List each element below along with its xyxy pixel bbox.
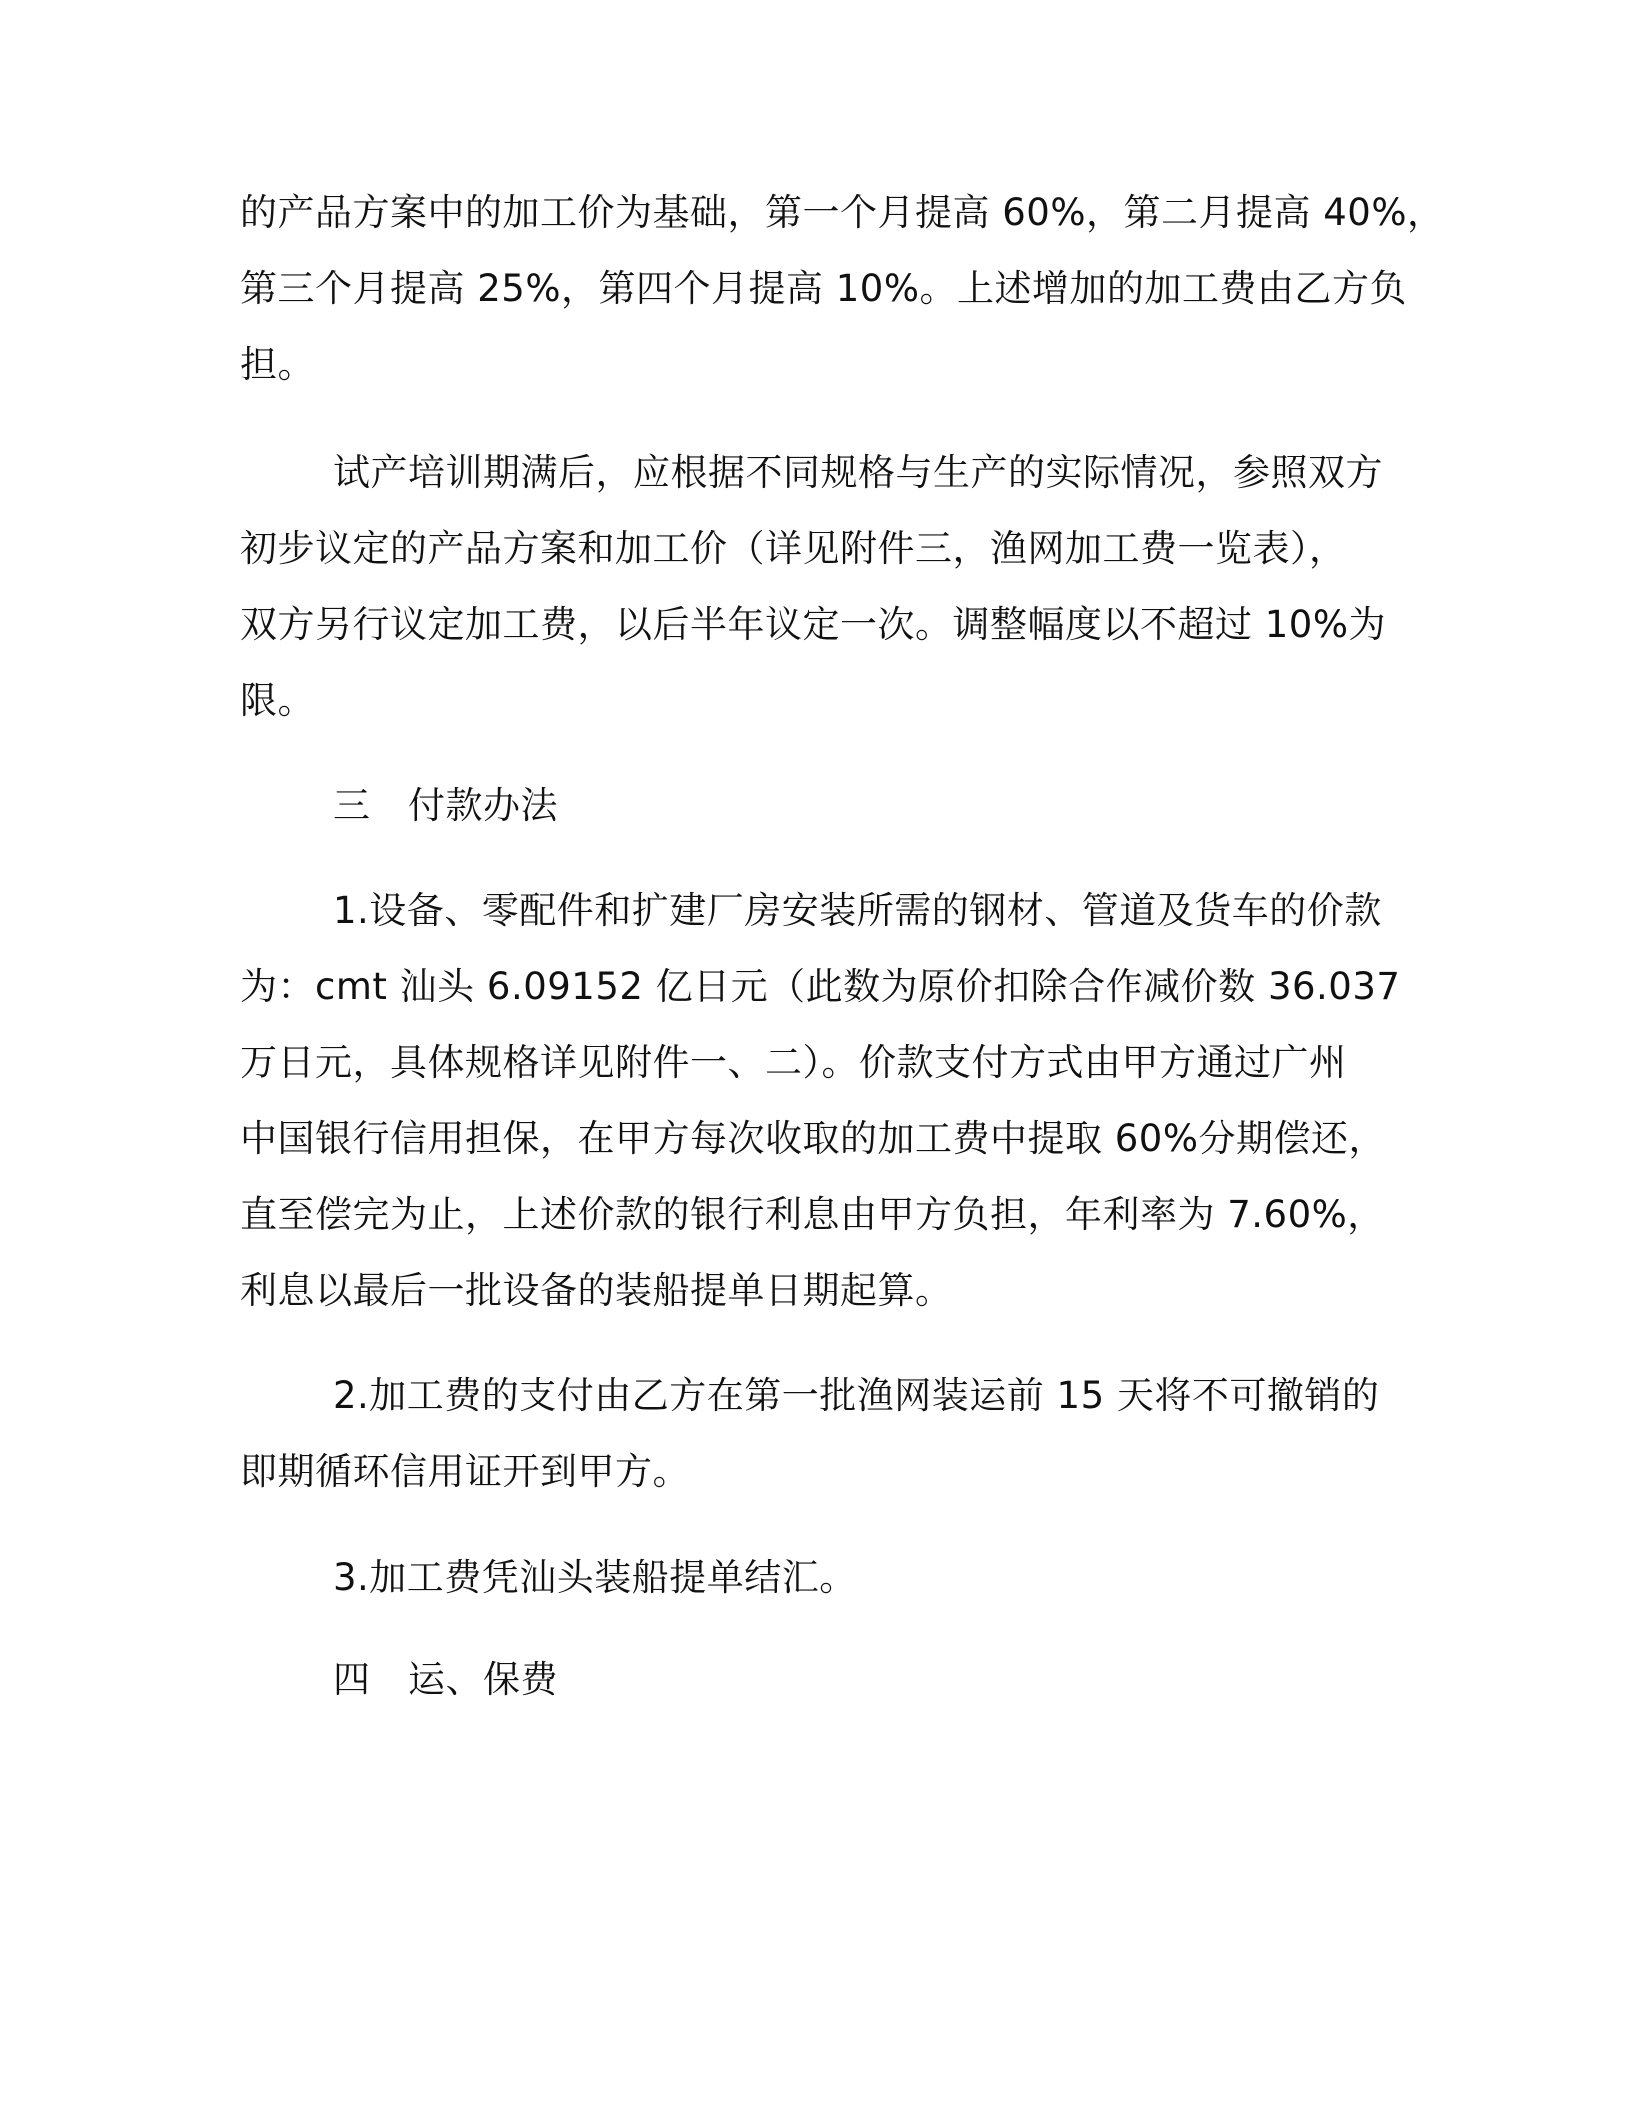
paragraph-2-line-3: 双方另行议定加工费，以后半年议定一次。调整幅度以不超过 10%为: [240, 603, 1386, 646]
paragraph-2-line-2: 初步议定的产品方案和加工价（详见附件三，渔网加工费一览表），: [240, 527, 1347, 570]
paragraph-1-line-3: 担。: [240, 343, 315, 386]
item-1-line-6: 利息以最后一批设备的装船提单日期起算。: [240, 1269, 953, 1312]
paragraph-1-line-2: 第三个月提高 25%，第四个月提高 10%。上述增加的加工费由乙方负: [240, 267, 1407, 310]
paragraph-1-line-1: 的产品方案中的加工价为基础，第一个月提高 60%，第二月提高 40%，: [240, 191, 1445, 234]
item-1-line-2: 为：cmt 汕头 6.09152 亿日元（此数为原价扣除合作减价数 36.037: [240, 965, 1401, 1008]
section-heading-4: 四 运、保费: [333, 1658, 558, 1701]
item-1-line-5: 直至偿完为止，上述价款的银行利息由甲方负担，年利率为 7.60%，: [240, 1193, 1385, 1236]
item-2-line-2: 即期循环信用证开到甲方。: [240, 1450, 690, 1493]
item-3-line-1: 3.加工费凭汕头装船提单结汇。: [333, 1556, 857, 1599]
paragraph-2-line-1: 试产培训期满后，应根据不同规格与生产的实际情况，参照双方: [333, 451, 1383, 494]
item-1-line-1: 1.设备、零配件和扩建厂房安装所需的钢材、管道及货车的价款: [333, 889, 1382, 932]
item-2-line-1: 2.加工费的支付由乙方在第一批渔网装运前 15 天将不可撤销的: [333, 1374, 1380, 1417]
item-1-line-3: 万日元，具体规格详见附件一、二）。价款支付方式由甲方通过广州: [240, 1041, 1347, 1084]
section-heading-3: 三 付款办法: [333, 784, 558, 827]
item-1-line-4: 中国银行信用担保，在甲方每次收取的加工费中提取 60%分期偿还，: [240, 1117, 1386, 1160]
paragraph-2-line-4: 限。: [240, 679, 315, 722]
